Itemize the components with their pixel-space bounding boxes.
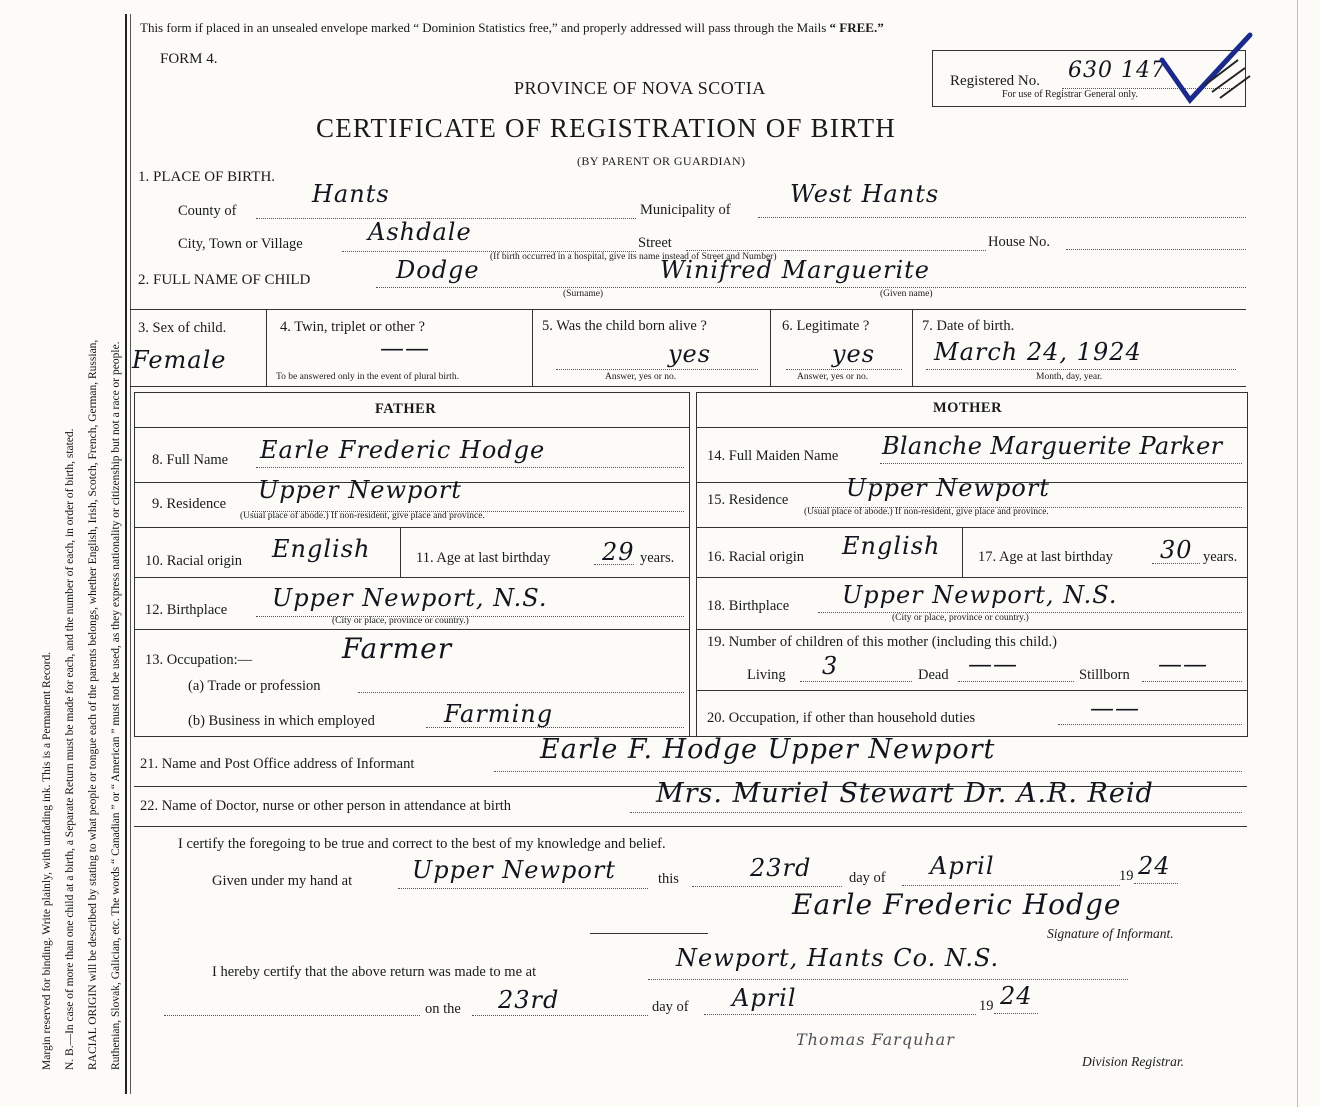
on-the-label: on the [425, 1001, 461, 1017]
check-mark-icon [1150, 30, 1260, 110]
mother-name-value: Blanche Marguerite Parker [882, 432, 1223, 460]
municipality-label: Municipality of [640, 202, 731, 218]
trade-label: (a) Trade or profession [188, 678, 321, 694]
mother-occupation-label: 20. Occupation, if other than household duties [707, 710, 976, 726]
mother-heading: MOTHER [933, 400, 1003, 416]
hospital-note: (If birth occurred in a hospital, give its name instead of Street and Number) [490, 252, 777, 262]
alive-label: 5. Was the child born alive ? [542, 318, 707, 334]
county-label: County of [178, 203, 237, 219]
father-age-value: 29 [602, 538, 635, 566]
surname-caption: (Surname) [563, 289, 604, 299]
doctor-value: Mrs. Muriel Stewart Dr. A.R. Reid [656, 778, 1154, 809]
sex-label: 3. Sex of child. [138, 320, 227, 336]
dob-label: 7. Date of birth. [922, 318, 1015, 334]
given-name-caption: (Given name) [880, 289, 933, 299]
mother-years-label: years. [1203, 549, 1238, 565]
margin-line-4: Ruthenian, Slovak, Galician, etc. The words “ Canadian ” or “ American ” must not be used, as they express nationality or citizenship but not a race or people. [110, 341, 122, 1070]
place-section-label: 1. PLACE OF BIRTH. [138, 169, 276, 185]
informant-label: 21. Name and Post Office address of Informant [140, 756, 415, 772]
child-surname: Dodge [396, 256, 480, 284]
mail-notice: This form if placed in an unsealed envelope marked “ Dominion Statistics free,” and properly addressed will pass through the Mails “ FREE.” [140, 20, 884, 35]
this-day-value: 23rd [750, 854, 812, 882]
twin-note: To be answered only in the event of plural birth. [276, 372, 459, 382]
county-value: Hants [312, 180, 390, 208]
registrar-signature: Thomas Farquhar [796, 1030, 955, 1049]
certificate-title: CERTIFICATE OF REGISTRATION OF BIRTH [316, 113, 896, 143]
mother-birthplace-label: 18. Birthplace [707, 598, 790, 614]
father-racial-value: English [272, 535, 371, 563]
legitimate-label: 6. Legitimate ? [782, 318, 870, 334]
municipality-value: West Hants [790, 180, 940, 208]
mother-age-label: 17. Age at last birthday [978, 549, 1113, 565]
father-heading: FATHER [375, 401, 437, 417]
living-value: 3 [822, 652, 839, 680]
informant-signature: Earle Frederic Hodge [792, 888, 1122, 921]
dead-label: Dead [918, 667, 949, 683]
registrar-note: For use of Registrar General only. [1002, 89, 1138, 100]
margin-line-2: N. B.—In case of more than one child at a birth, a Separate Return must be made for each, and the number of each, in order of birth, stated. [64, 428, 76, 1070]
informant-value: Earle F. Hodge Upper Newport [540, 734, 996, 765]
registrar-year-prefix: 19 [979, 998, 994, 1014]
mother-birthplace-note: (City or place, province or country.) [892, 613, 1029, 623]
this-label: this [658, 871, 679, 887]
certificate-subtitle: (BY PARENT OR GUARDIAN) [577, 154, 746, 168]
signature-caption: Signature of Informant. [1047, 926, 1174, 941]
father-birthplace-value: Upper Newport, N.S. [272, 584, 548, 612]
margin-rule [125, 14, 127, 1094]
doctor-label: 22. Name of Doctor, nurse or other person in attendance at birth [140, 798, 512, 814]
city-value: Ashdale [368, 218, 472, 246]
dob-value: March 24, 1924 [934, 338, 1142, 366]
mother-racial-value: English [842, 532, 941, 560]
legitimate-value: yes [832, 340, 876, 368]
mother-children-label: 19. Number of children of this mother (including this child.) [707, 634, 1057, 650]
mother-residence-label: 15. Residence [707, 492, 789, 508]
dead-value: —— [968, 650, 1018, 678]
child-name-label: 2. FULL NAME OF CHILD [138, 272, 311, 288]
registrar-day-of-label: day of [652, 999, 689, 1015]
form-number: FORM 4. [160, 51, 218, 67]
mother-racial-label: 16. Racial origin [707, 549, 805, 565]
margin-line-3: RACIAL ORIGIN will be described by stating to what people or tongue each of the parents belongs, whether English, Irish, Scotch, French, German, Russian, [87, 339, 99, 1070]
father-years-label: years. [640, 550, 675, 566]
registrar-year-value: 24 [1000, 982, 1033, 1010]
father-age-label: 11. Age at last birthday [416, 550, 551, 566]
father-birthplace-note: (City or place, province or country.) [332, 616, 469, 626]
year-value: 24 [1138, 852, 1171, 880]
twin-label: 4. Twin, triplet or other ? [280, 319, 425, 335]
registrar-caption: Division Registrar. [1082, 1054, 1185, 1069]
stillborn-value: —— [1158, 650, 1208, 678]
legitimate-note: Answer, yes or no. [797, 372, 869, 382]
alive-value: yes [668, 340, 712, 368]
given-place-value: Upper Newport [412, 856, 616, 884]
alive-note: Answer, yes or no. [605, 372, 677, 382]
registrar-day-value: 23rd [498, 986, 560, 1014]
margin-instructions [40, 10, 132, 1070]
margin-rule-inner [130, 14, 131, 1094]
stillborn-label: Stillborn [1079, 667, 1130, 683]
mother-residence-note: (Usual place of abode.) If non-resident, give place and province. [804, 507, 1049, 517]
mother-name-label: 14. Full Maiden Name [707, 448, 839, 464]
mother-birthplace-value: Upper Newport, N.S. [842, 581, 1118, 609]
house-label: House No. [988, 234, 1051, 250]
street-label: Street [638, 235, 672, 251]
certify-statement: I certify the foregoing to be true and correct to the best of my knowledge and belief. [178, 836, 666, 852]
father-residence-value: Upper Newport [258, 476, 462, 504]
father-residence-label: 9. Residence [152, 496, 227, 512]
registrar-place-value: Newport, Hants Co. N.S. [676, 944, 1000, 972]
mother-residence-value: Upper Newport [846, 474, 1050, 502]
father-occupation-value: Farmer [342, 632, 453, 665]
registrar-statement: I hereby certify that the above return was made to me at [212, 964, 537, 980]
father-name-label: 8. Full Name [152, 452, 229, 468]
month-value: April [930, 852, 995, 880]
father-occupation-label: 13. Occupation:— [145, 652, 253, 668]
father-name-value: Earle Frederic Hodge [260, 436, 546, 464]
margin-line-1: Margin reserved for binding. Write plainly, with unfading ink. This is a Permanent Record. [41, 651, 53, 1070]
business-value: Farming [444, 700, 554, 728]
registrar-month-value: April [732, 984, 797, 1012]
registered-number: 630 147 [1068, 58, 1166, 83]
father-birthplace-label: 12. Birthplace [145, 602, 228, 618]
twin-value: —— [380, 334, 430, 362]
given-label: Given under my hand at [212, 873, 353, 889]
child-given-name: Winifred Marguerite [660, 256, 930, 284]
business-label: (b) Business in which employed [188, 713, 375, 729]
living-label: Living [747, 667, 786, 683]
city-label: City, Town or Village [178, 236, 303, 252]
province-heading: PROVINCE OF NOVA SCOTIA [514, 78, 766, 98]
father-racial-label: 10. Racial origin [145, 553, 243, 569]
dob-note: Month, day, year. [1036, 372, 1103, 382]
registered-label: Registered No. [950, 73, 1040, 89]
year-prefix: 19 [1119, 868, 1134, 884]
mother-age-value: 30 [1160, 536, 1193, 564]
day-of-label: day of [849, 870, 886, 886]
father-residence-note: (Usual place of abode.) If non-resident, give place and province. [240, 511, 485, 521]
sex-value: Female [132, 346, 227, 374]
mother-occupation-value: —— [1090, 694, 1140, 722]
